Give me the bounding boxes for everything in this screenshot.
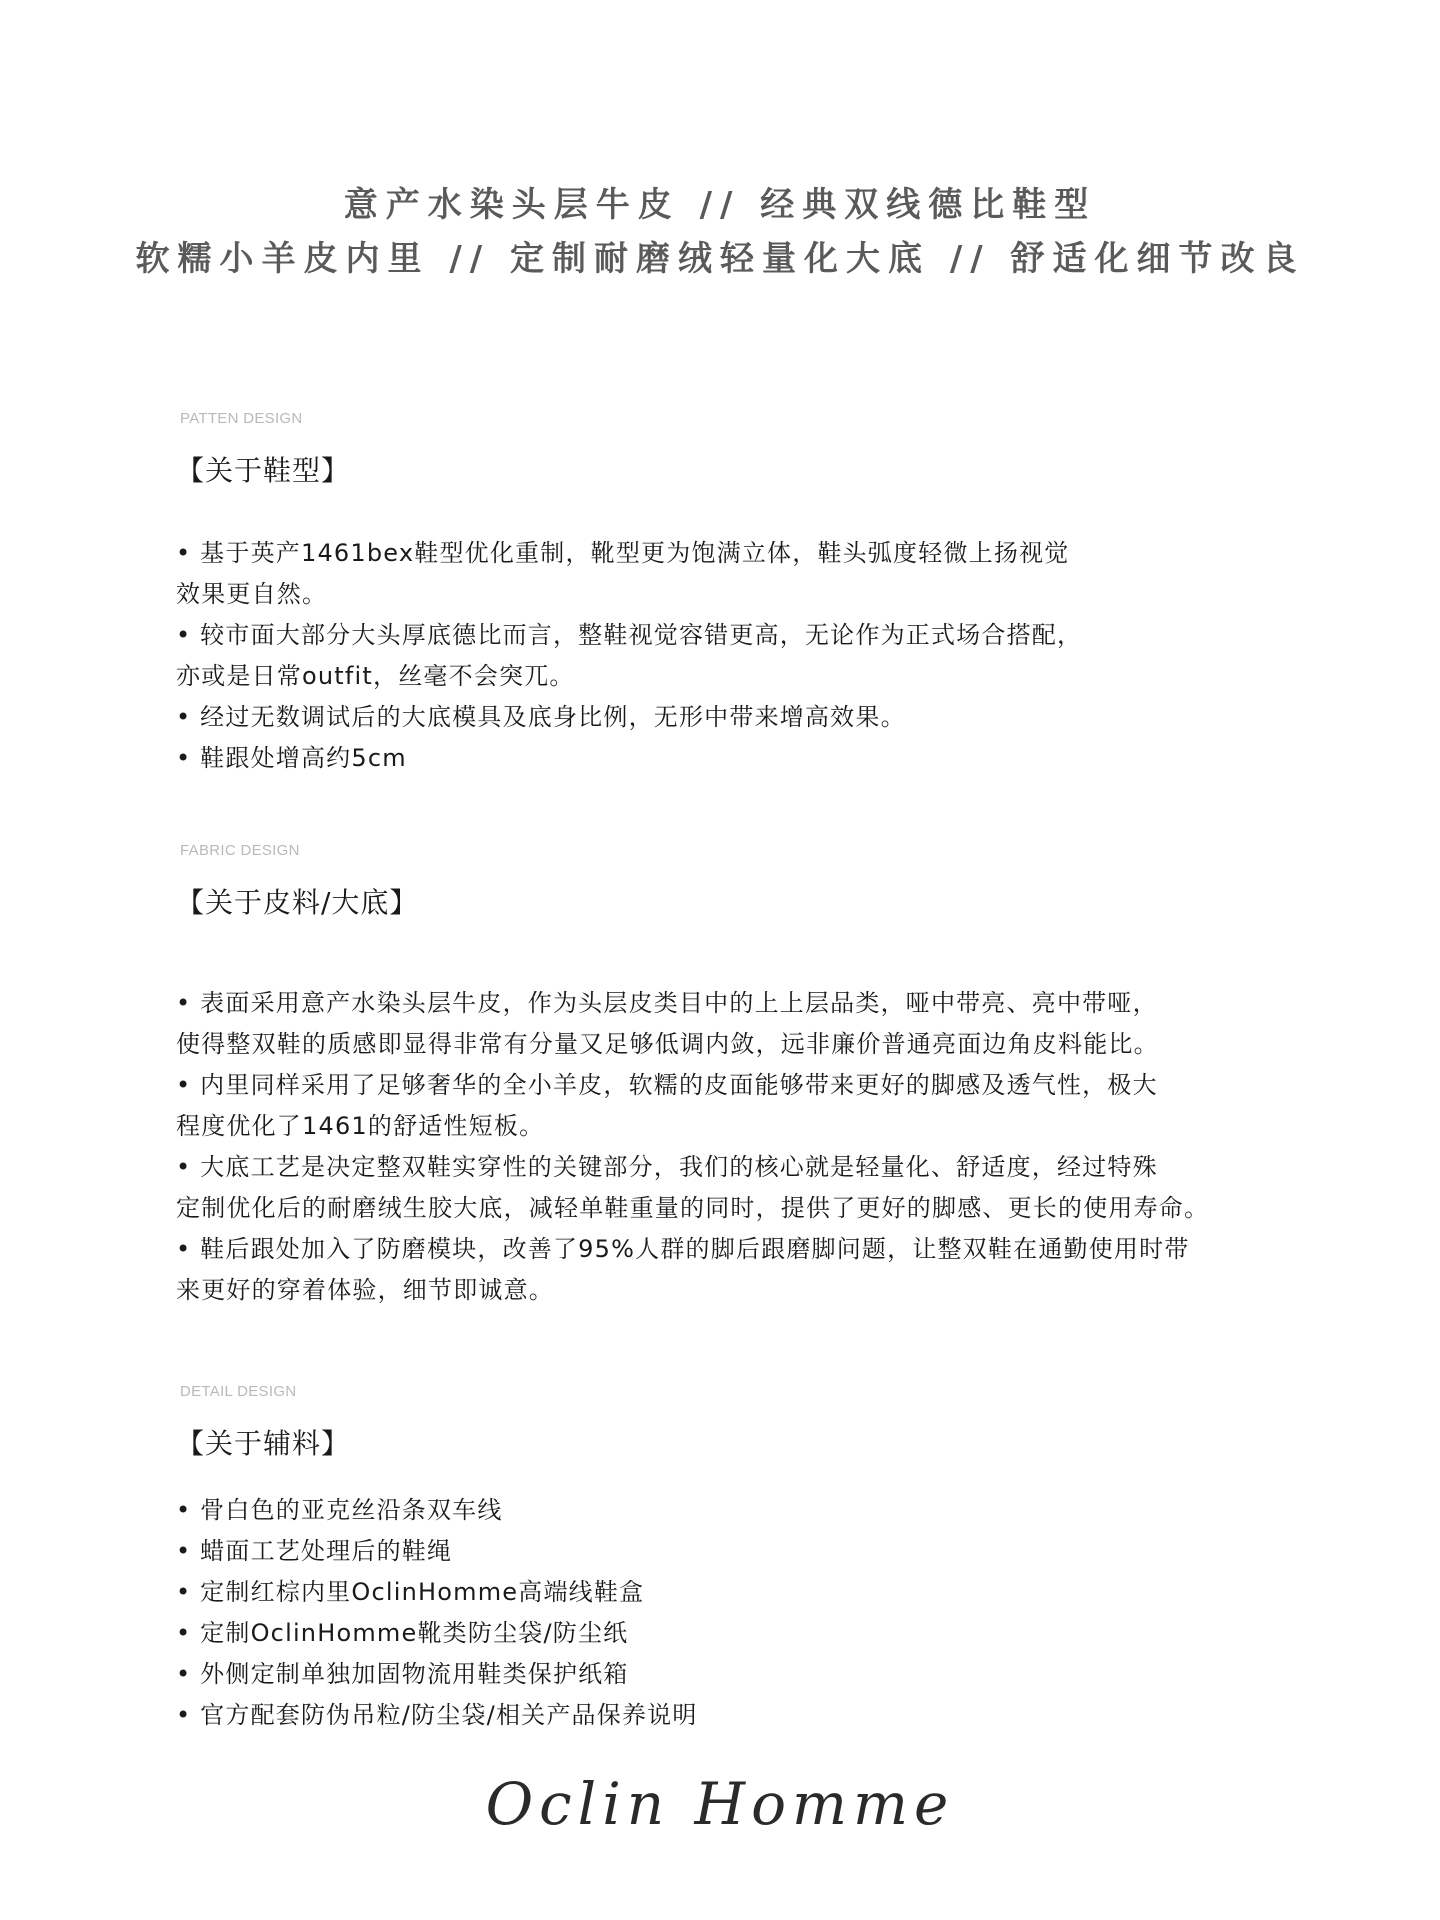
fabric-title: 【关于皮料/大底】 [176, 886, 419, 919]
brand-signature: Oclin Homme [485, 1770, 955, 1838]
pattern-lines [176, 533, 1356, 779]
text-line: • 鞋跟处增高约5cm [176, 744, 407, 772]
text-line: 定制优化后的耐磨绒生胶大底，减轻单鞋重量的同时，提供了更好的脚感、更长的使用寿命。 [176, 1194, 1210, 1222]
text-line: • 较市面大部分大头厚底德比而言，整鞋视觉容错更高，无论作为正式场合搭配， [176, 621, 1083, 649]
list-item: • 蜡面工艺处理后的鞋绳 [176, 1537, 453, 1565]
text-line: 程度优化了1461的舒适性短板。 [176, 1112, 545, 1140]
text-line: 使得整双鞋的质感即显得非常有分量又足够低调内敛，远非廉价普通亮面边角皮料能比。 [176, 1030, 1159, 1058]
detail-title: 【关于辅料】 [176, 1427, 351, 1460]
pattern-title: 【关于鞋型】 [176, 454, 351, 487]
list-item: • 定制红棕内里OclinHomme高端线鞋盒 [176, 1578, 645, 1606]
detail-lines [176, 1490, 1356, 1736]
text-line: • 鞋后跟处加入了防磨模块，改善了95%人群的脚后跟磨脚问题，让整双鞋在通勤使用时带 [176, 1235, 1190, 1263]
fabric-en-label: FABRIC DESIGN [180, 842, 300, 859]
text-line: • 表面采用意产水染头层牛皮，作为头层皮类目中的上上层品类，哑中带亮、亮中带哑， [176, 989, 1158, 1017]
pattern-en-label: PATTEN DESIGN [180, 410, 303, 427]
header-line-1: 意产水染头层牛皮 // 经典双线德比鞋型 [343, 185, 1097, 225]
header-line-2: 软糯小羊皮内里 // 定制耐磨绒轻量化大底 // 舒适化细节改良 [135, 239, 1305, 279]
text-line: • 大底工艺是决定整双鞋实穿性的关键部分，我们的核心就是轻量化、舒适度，经过特殊 [176, 1153, 1158, 1181]
text-line: 来更好的穿着体验，细节即诚意。 [176, 1276, 554, 1304]
pattern-section [176, 410, 1356, 779]
list-item: • 官方配套防伪吊粒/防尘袋/相关产品保养说明 [176, 1701, 698, 1729]
text-line: 效果更自然。 [176, 580, 328, 608]
text-line: • 经过无数调试后的大底模具及底身比例，无形中带来增高效果。 [176, 703, 906, 731]
detail-en-label: DETAIL DESIGN [180, 1383, 297, 1400]
text-line: • 内里同样采用了足够奢华的全小羊皮，软糯的皮面能够带来更好的脚感及透气性，极大 [176, 1071, 1158, 1099]
list-item: • 外侧定制单独加固物流用鞋类保护纸箱 [176, 1660, 629, 1688]
list-item: • 定制OclinHomme靴类防尘袋/防尘纸 [176, 1619, 629, 1647]
page-header [0, 178, 1440, 286]
fabric-section [176, 842, 1356, 1311]
list-item: • 骨白色的亚克丝沿条双车线 [176, 1496, 503, 1524]
text-line: • 基于英产1461bex鞋型优化重制，靴型更为饱满立体，鞋头弧度轻微上扬视觉 [176, 539, 1070, 567]
fabric-lines [176, 983, 1356, 1311]
detail-section [176, 1383, 1356, 1736]
text-line: 亦或是日常outfit，丝毫不会突兀。 [176, 662, 575, 690]
